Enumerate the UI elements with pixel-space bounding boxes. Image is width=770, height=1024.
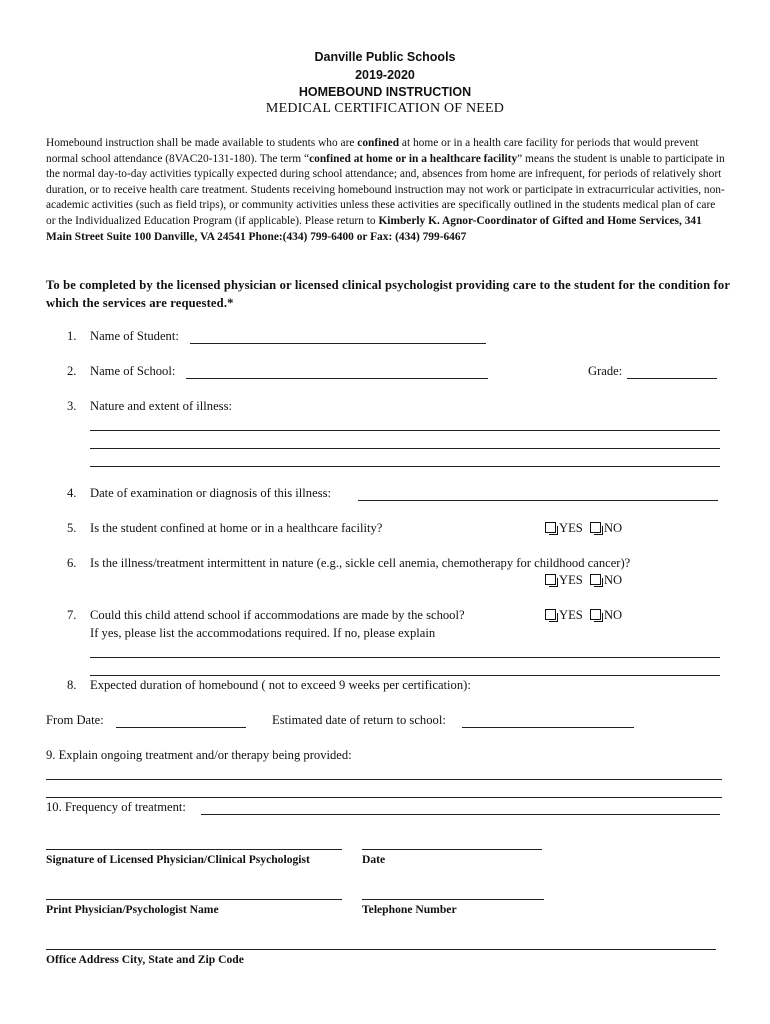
q7-yes-label: YES [559, 608, 583, 622]
telephone-field[interactable] [362, 899, 544, 900]
q6-yes-label: YES [559, 573, 583, 587]
treatment-field-line1[interactable] [46, 779, 722, 780]
q7-number: 7. [67, 608, 77, 622]
grade-label: Grade: [588, 364, 623, 378]
from-date-label: From Date: [46, 713, 104, 727]
q7-choices [545, 608, 622, 623]
q7-sublabel: If yes, please list the accommodations required. If no, please explain [90, 626, 436, 640]
q5-no-checkbox[interactable] [590, 522, 601, 533]
school-year: 2019-2020 [355, 68, 415, 82]
q2-label: Name of School: [90, 364, 176, 378]
q10-label: 10. Frequency of treatment: [46, 800, 186, 814]
illness-field-line3[interactable] [90, 466, 720, 467]
district-title: Danville Public Schools [314, 50, 456, 64]
frequency-field[interactable] [201, 814, 720, 815]
q4-label: Date of examination or diagnosis of this illness: [90, 486, 331, 500]
illness-field-line1[interactable] [90, 430, 720, 431]
q1-number: 1. [67, 329, 77, 343]
q7-no-checkbox[interactable] [590, 609, 601, 620]
q5-yes-checkbox[interactable] [545, 522, 556, 533]
treatment-field-line2[interactable] [46, 797, 722, 798]
q6-label: Is the illness/treatment intermittent in nature (e.g., sickle cell anemia, chemotherapy for childhood cancer)? [90, 556, 631, 570]
q2-number: 2. [67, 364, 77, 378]
print-name-field[interactable] [46, 899, 342, 900]
intro-bold-confined: confined [357, 137, 400, 149]
grade-field[interactable] [627, 378, 717, 379]
instruction-text: To be completed by the licensed physician or licensed clinical psychologist providing care to the student for the condition for which the services are requested.* [46, 278, 730, 310]
program-title: HOMEBOUND INSTRUCTION [298, 85, 472, 99]
q6-no-checkbox[interactable] [590, 574, 601, 585]
student-name-field[interactable] [190, 343, 486, 344]
q6-yes-checkbox[interactable] [545, 574, 556, 585]
q5-choices [545, 521, 622, 536]
intro-paragraph [46, 136, 726, 245]
school-name-field[interactable] [186, 378, 488, 379]
q5-yes-label: YES [559, 521, 583, 535]
q5-number: 5. [67, 521, 77, 535]
return-date-field[interactable] [462, 727, 634, 728]
q7-no-label: NO [603, 608, 623, 622]
print-name-label: Print Physician/Psychologist Name [46, 903, 219, 916]
q5-label: Is the student confined at home or in a healthcare facility? [90, 521, 383, 535]
q8-number: 8. [67, 678, 77, 692]
signature-field[interactable] [46, 849, 342, 850]
office-address-field[interactable] [46, 949, 716, 950]
date-field[interactable] [362, 849, 542, 850]
intro-text: ” means the student is unable to participate in the normal day-to-day activities typically expected during school attendance; and, absences from home are infrequent, for periods of relatively short duration, or to receive health care treatment. Students receiving homebound instruction may not work or participate in extracurricular activities, non-academic activities (such as field trips), or community activities unless these activities are specifically outlined in the students medical plan of care or the Individualized Education Program (if applicable). Please return to [46, 152, 725, 227]
diagnosis-date-field[interactable] [358, 500, 718, 501]
return-address: Kimberly K. Agnor-Coordinator of Gifted and Home Services, 341 Main Street Suite 100 Danville, VA 24541 Phone:(434) 799-6400 or Fax: (434) 799-6467 [46, 214, 702, 243]
q5-no-label: NO [603, 521, 623, 535]
date-label: Date [362, 853, 386, 866]
q3-label: Nature and extent of illness: [90, 399, 232, 413]
q6-number: 6. [67, 556, 77, 570]
intro-text: at home or in a health care facility for periods that would prevent normal school attendance (8VAC20-131-180). The term “ [46, 137, 699, 165]
q1-label: Name of Student: [90, 329, 179, 343]
return-date-label: Estimated date of return to school: [272, 713, 446, 727]
office-address-label: Office Address City, State and Zip Code [46, 953, 244, 966]
q6-no-label: NO [603, 573, 623, 587]
q7-label: Could this child attend school if accommodations are made by the school? [90, 608, 465, 622]
q8-label: Expected duration of homebound ( not to exceed 9 weeks per certification): [90, 678, 471, 692]
intro-bold-term: confined at home or in a healthcare facility [309, 152, 518, 165]
q4-number: 4. [67, 486, 77, 500]
q3-number: 3. [67, 399, 77, 413]
illness-field-line2[interactable] [90, 448, 720, 449]
telephone-label: Telephone Number [362, 903, 457, 916]
signature-label: Signature of Licensed Physician/Clinical Psychologist [46, 853, 310, 866]
intro-text: Homebound instruction shall be made available to students who are [46, 137, 358, 149]
from-date-field[interactable] [116, 727, 246, 728]
q6-choices [545, 573, 622, 588]
q7-yes-checkbox[interactable] [545, 609, 556, 620]
accommodations-field-line2[interactable] [90, 675, 720, 676]
accommodations-field-line1[interactable] [90, 657, 720, 658]
q9-label: 9. Explain ongoing treatment and/or therapy being provided: [46, 748, 352, 762]
form-subtitle: MEDICAL CERTIFICATION OF NEED [265, 101, 505, 116]
